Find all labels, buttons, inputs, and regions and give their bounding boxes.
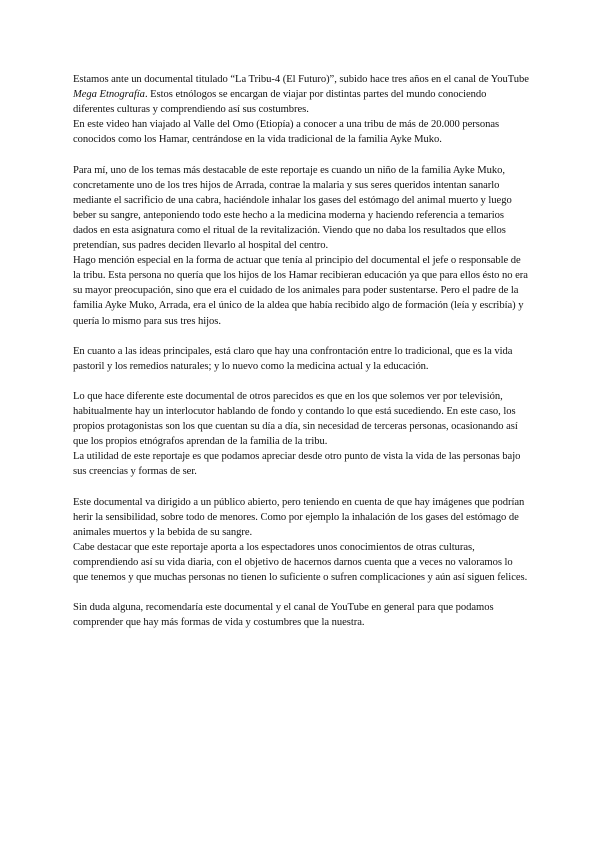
paragraph-introduction [73, 72, 530, 147]
document-body [73, 72, 530, 646]
audience-line-2: Cabe destacar que este reportaje aporta a los espectadores unos conocimientos de otras culturas, comprendiendo así su vida diaria, con el objetivo de hacernos darnos cuenta que a veces no valoramos lo que tenemos y que muchas personas no tienen lo suficiente o sufren complicaciones y aún así siguen felices. [73, 541, 528, 584]
audience-line-1: Este documental va dirigido a un público abierto, pero teniendo en cuenta de que hay imágenes que podrían herir la sensibilidad, sobre todo de menores. Como por ejemplo la inhalación de los gases del estómago de animales muertos y la bebida de su sangre. [73, 496, 525, 538]
differences-line-1: Lo que hace diferente este documental de otros parecidos es que en los que solemos ver por televisión, habitualmente hay un interlocutor hablando de fondo y contando lo que está sucediendo. En este caso, los propios protagonistas son los que cuentan su día a día, sin necesidad de terceras personas, ocasionando así que los propios etnógrafos aprendan de la familia de la tribu. [73, 390, 518, 448]
intro-line-2: En este video han viajado al Valle del Omo (Etiopía) a conocer a una tribu de más de 20.000 personas conocidos como los Hamar, centrándose en la vida tradicional de la familia Ayke Muko. [73, 119, 500, 146]
intro-line-1 [73, 72, 530, 117]
differences-line-2: La utilidad de este reportaje es que podamos apreciar desde otro punto de vista la vida de las personas bajo sus creencias y formas de ser. [73, 451, 521, 478]
channel-name: Mega Etnografía [73, 89, 145, 101]
paragraph-main-ideas [73, 344, 530, 374]
intro-text-part1: Estamos ante un documental titulado “La Tribu-4 (El Futuro)”, subido hace tres años en el canal de YouTube [73, 74, 529, 85]
paragraph-audience [73, 495, 530, 586]
highlights-line-1: Para mí, uno de los temas más destacable de este reportaje es cuando un niño de la familia Ayke Muko, concretamente uno de los tres hijos de Arrada, contrae la malaria y sus seres queridos intentan sanarlo mediante el sacrificio de una cabra, haciéndole inhalar los gases del estómago del animal muerto y luego beber su sangre, anteponiendo todo este hecho a la medicina moderna y haciendo referencia a temarios dados en esta asignatura como el ritual de la revitalización. Viendo que no daba los resultados que ellos pretendían, sus padres deciden llevarlo al hospital del centro. [73, 164, 512, 252]
paragraph-conclusion [73, 600, 530, 630]
intro-text-part2: . Estos etnólogos se encargan de viajar por distintas partes del mundo conociendo diferentes culturas y comprendiendo así sus costumbres. [73, 89, 487, 116]
paragraph-differences [73, 389, 530, 480]
main-ideas-line-1: En cuanto a las ideas principales, está claro que hay una confrontación entre lo tradicional, que es la vida pastoril y los remedios naturales; y lo nuevo como la medicina actual y la educación. [73, 345, 513, 372]
paragraph-highlights [73, 163, 530, 329]
conclusion-line-1: Sin duda alguna, recomendaría este documental y el canal de YouTube en general para que podamos comprender que hay más formas de vida y costumbres que la nuestra. [73, 602, 494, 629]
highlights-line-2: Hago mención especial en la forma de actuar que tenía al principio del documental el jefe o responsable de la tribu. Esta persona no quería que los hijos de los Hamar recibieran educación ya que para ellos ésto no era su mayor preocupación, sino que era el cuidado de los animales para poder sustentarse. Pero el padre de la familia Ayke Muko, Arrada, era el único de la aldea que había recibido algo de formación (leía y escribía) y quería lo mismo para sus tres hijos. [73, 255, 528, 327]
